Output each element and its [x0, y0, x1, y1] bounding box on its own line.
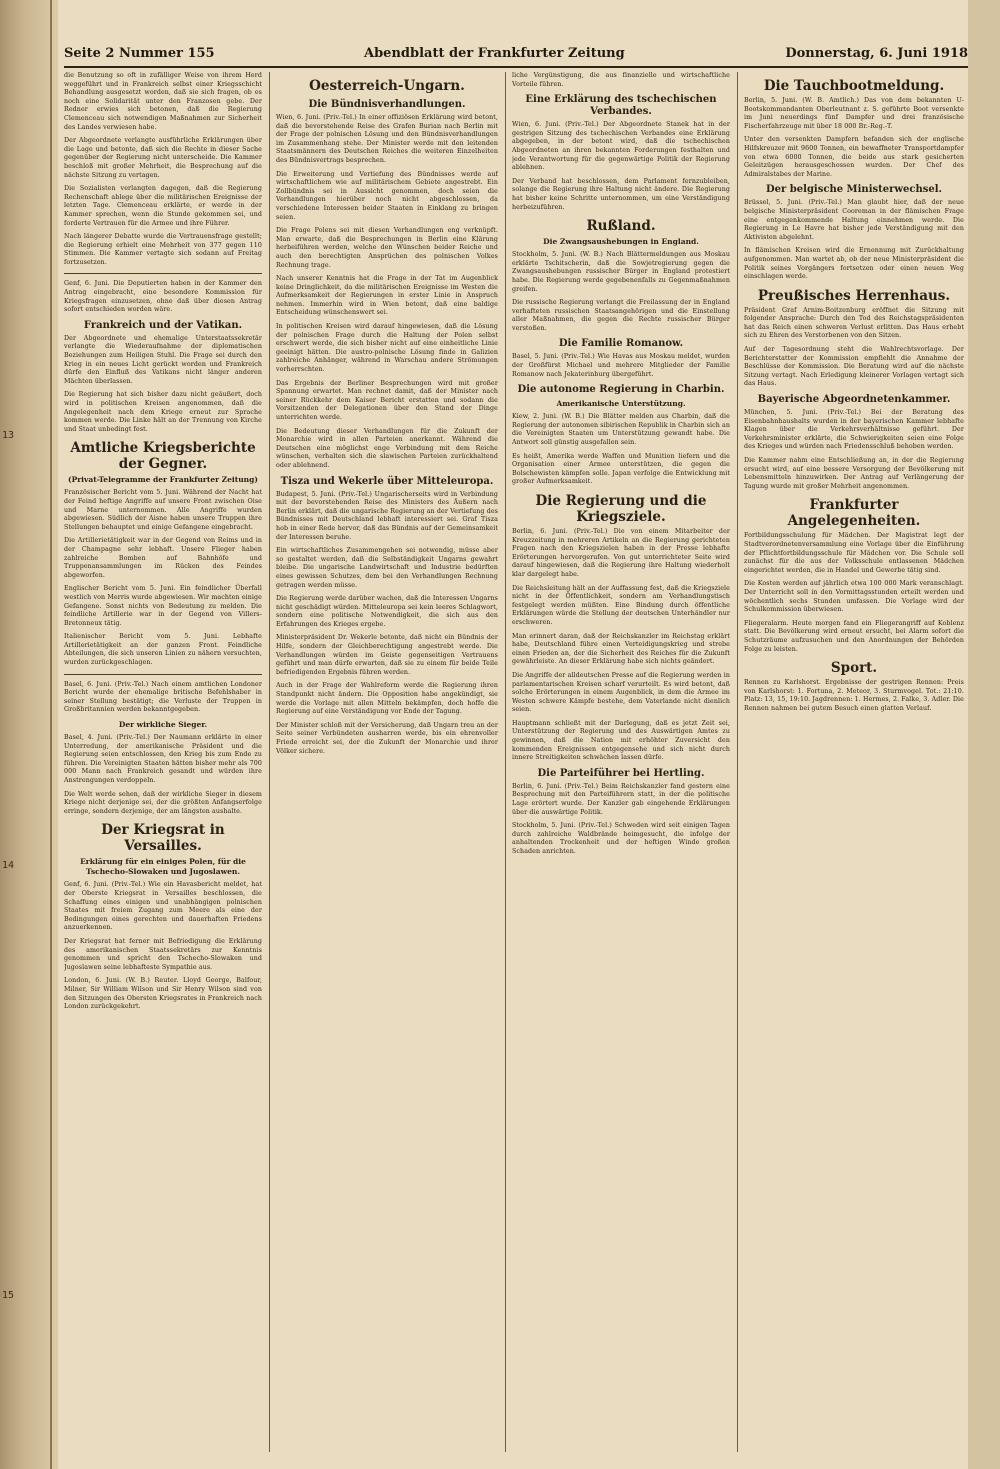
column-rule: [269, 72, 270, 1452]
article-paragraph: Nach unserer Kenntnis hat die Frage in der Tat im Augenblick keine Dringlichkeit, da die militärischen Ereignisse im Westen die Aufmerksamkeit der Regierungen in erster Linie in Anspruch nehmen. Immerhin wird in Wien betont, daß eine baldige Entscheidung wünschenswert sei.: [276, 275, 498, 317]
article-paragraph: Basel, 5. Juni. (Priv.-Tel.) Wie Havas aus Moskau meldet, wurden der Großfürst Michael und mehrere Mitglieder der Familie Romanow nach Jekaterinburg übergeführt.: [512, 353, 730, 378]
article-headline: Preußisches Herrenhaus.: [757, 287, 951, 304]
article-paragraph: Berlin, 5. Juni. (W. B. Amtlich.) Das von dem bekannten U-Bootskommandanten Oberleutnant z. S. geführte Boot versenkte im Juni neuerdings fünf Dampfer und drei französische Fischerfahrzeuge mit über 18 000 Br.-Reg.-T.: [744, 97, 964, 130]
article-paragraph: Stockholm, 5. Juni. (W. B.) Nach Blättermeldungen aus Moskau erklärte Tschitscherin, daß die Sowjetregierung gegen die Zwangsaushebungen russischer Bürger in England protestiert habe. Die Regierung werde gegebenenfalls zu Gegenmaßnahmen greifen.: [512, 251, 730, 293]
article-paragraph: Genf, 6. Juni. (Priv.-Tel.) Wie ein Havasbericht meldet, hat der Oberste Kriegsrat in Versailles beschlossen, die Schaffung eines einigen und unabhängigen polnischen Staates mit freiem Zugang zum Meere als eine der Bedingungen eines gerechten und dauerhaften Friedens anzuerkennen.: [64, 881, 262, 932]
column-2: [276, 72, 498, 1452]
masthead: [64, 44, 968, 68]
article-paragraph: Basel, 4. Juni. (Priv.-Tel.) Der Naumann erklärte in einer Unterredung, der amerikanische Präsident und die Regierung seien entschlossen, den Krieg bis zum Ende zu führen. Die Vereinigten Staaten hätten bisher mehr als 700 000 Mann nach Frankreich gesandt und würden ihre Anstrengungen verdoppeln.: [64, 734, 262, 784]
article-paragraph: Der Abgeordnete und ehemalige Unterstaatssekretär verlangte die Wiederaufnahme der diplomatischen Beziehungen zum Heiligen Stuhl. Die Frage sei durch den Krieg in ein neues Licht gerückt worden und Frankreich dürfe den Einfluß des Vatikans nicht länger anderen Mächten überlassen.: [64, 334, 262, 385]
article-headline: Die Regierung und die Kriegsziele.: [535, 493, 707, 525]
article-paragraph: Berlin, 6. Juni. (Priv.-Tel.) Die von einem Mitarbeiter der Kreuzzeitung in mehreren Artikeln an die Regierung gerichteten Fragen nach den Kriegszielen haben in der Presse lebhafte Erörterungen hervorgerufen. Von gut unterrichteter Seite wird darauf hingewiesen, daß die Regierung ihre Haltung wiederholt klar dargelegt habe.: [512, 528, 730, 578]
article-paragraph: Unter den versenkten Dampfern befanden sich der englische Hilfskreuzer mit 9600 Tonnen, ein bewaffneter Transportdampfer von etwa 6000 Tonnen, die beide aus stark gesicherten Geleitzügen herausgeschossen wurden. Der Chef des Admiralstabes der Marine.: [744, 136, 964, 178]
article-headline: Der Kriegsrat in Versailles.: [101, 822, 225, 855]
newspaper-title: Abendblatt der Frankfurter Zeitung: [364, 46, 625, 61]
article-headline: Die Familie Romanow.: [558, 338, 684, 350]
article-headline: Amerikanische Unterstützung.: [556, 399, 686, 409]
article-paragraph: Der Abgeordnete verlangte ausführliche Erklärungen über die Lage und betonte, daß sich die Rechte in dieser Sache gegenüber der Regierung nicht unterscheide. Die Kammer beschloß mit großer Mehrheit, die Besprechung auf die nächste Sitzung zu vertagen.: [64, 137, 262, 179]
article-paragraph: Die Regierung hat sich bisher dazu nicht geäußert, doch wird in politischen Kreisen angenommen, daß die Angelegenheit nach dem Kriege erneut zur Sprache kommen werde. Die Linke hält an der Trennung von Kirche und Staat unbedingt fest.: [64, 391, 262, 433]
article-headline: Die Tauchbootmeldung.: [763, 78, 945, 94]
article-headline: Tisza und Wekerle über Mitteleuropa.: [280, 475, 494, 487]
article-paragraph: Rennen zu Karlshorst. Ergebnisse der gestrigen Rennen: Preis von Karlshorst: 1. Fortuna, 2. Meteor, 3. Sturmvogel. Tot.: 21:10. Platz: 13, 15, 19:10. Jagdrennen: 1. Hermes, 2. Falke, 3. Adler. Die Rennen nahmen bei gutem Besuch einen glatten Verlauf.: [744, 679, 964, 712]
article-paragraph: Der Verband hat beschlossen, dem Parlament fernzubleiben, solange die Regierung ihre Haltung nicht ändere. Die Regierung hat bisher keine Schritte unternommen, um eine Verständigung herbeizuführen.: [512, 177, 730, 211]
adjacent-page-edge: [968, 0, 1000, 1469]
article-paragraph: Berlin, 6. Juni. (Priv.-Tel.) Beim Reichskanzler fand gestern eine Besprechung mit den Parteiführern statt, in der die politische Lage erörtert wurde. Der Kanzler gab eingehende Erklärungen über die auswärtige Politik.: [512, 782, 730, 816]
article-paragraph: London, 6. Juni. (W. B.) Reuter. Lloyd George, Balfour, Milner, Sir William Wilson und Sir Henry Wilson sind von den Sitzungen des Obersten Kriegsrates in Frankreich nach London zurückgekehrt.: [64, 977, 262, 1011]
binding-gutter: [0, 0, 58, 1469]
gutter-number: 13: [2, 430, 15, 441]
article-headline: Erklärung für ein einiges Polen, für die Tschecho-Slowaken und Jugoslawen.: [80, 857, 246, 877]
article-headline: Oesterreich-Ungarn.: [309, 78, 465, 94]
article-paragraph: In politischen Kreisen wird darauf hingewiesen, daß die Lösung der polnischen Frage durch die Haltung der Polen selbst erschwert werde, die sich bisher nicht auf eine einheitliche Linie geeinigt hätten. Die austro-polnische Lösung finde in Galizien zahlreiche Anhänger, während in Warschau andere Strömungen vorherrschten.: [276, 323, 498, 374]
article-paragraph: Basel, 6. Juni. (Priv.-Tel.) Nach einem amtlichen Londoner Bericht wurde der ehemalige britische Befehlshaber in seiner Stellung bestätigt; die Verluste der Truppen in Großbritannien werden bekanntgegeben.: [64, 680, 262, 714]
article-paragraph: Hauptmann schließt mit der Darlegung, daß es jetzt Zeit sei, Unterstützung der Regierung und des Auswärtigen Amtes zu gewinnen, daß die Nation mit erhöhter Zuversicht den kommenden Ereignissen entgegensehe und sich nicht durch innere Streitigkeiten schwächen lassen dürfe.: [512, 719, 730, 762]
article-paragraph: Die Erweiterung und Vertiefung des Bündnisses werde auf wirtschaftlichem wie auf militärischem Gebiete angestrebt. Ein Zollbündnis sei in Aussicht genommen, doch seien die Verhandlungen hierüber noch nicht abgeschlossen, da verschiedene Interessen beider Staaten in Einklang zu bringen seien.: [276, 170, 498, 221]
article-paragraph: Budapest, 5. Juni. (Priv.-Tel.) Ungarischerseits wird in Verbindung mit der bevorstehenden Reise des Ministers des Äußern nach Berlin erklärt, daß die ungarische Regierung an der Vertiefung des Bündnisses mit Deutschland lebhaft interessiert sei. Graf Tisza hob in einer Rede hervor, daß das Bündnis auf der Gemeinsamkeit der Interessen beruhe.: [276, 490, 498, 541]
article-paragraph: Auch in der Frage der Wahlreform werde die Regierung ihren Standpunkt nicht ändern. Die Opposition habe angekündigt, sie werde die Vorlage mit allen Mitteln bekämpfen, doch hoffe die Regierung auf eine Verständigung vor Ende der Tagung.: [276, 682, 498, 716]
article-paragraph: Italienischer Bericht vom 5. Juni. Lebhafte Artillerietätigkeit an der ganzen Front. Feindliche Abteilungen, die sich unseren Linien zu nähern versuchten, wurden zurückgeschlagen.: [64, 633, 262, 667]
column-4: [744, 72, 964, 1452]
column-3: [512, 72, 730, 1452]
article-headline: Die Bündnisverhandlungen.: [308, 99, 466, 110]
article-paragraph: Es heißt, Amerika werde Waffen und Munition liefern und die Organisation einer Armee unterstützen, die gegen die Bolschewisten kämpfen solle. Japan verfolge die Entwicklung mit großer Aufmerksamkeit.: [512, 452, 730, 486]
article-paragraph: Nach längerer Debatte wurde die Vertrauensfrage gestellt; die Regierung erhielt eine Mehrheit von 377 gegen 110 Stimmen. Die Kammer vertagte sich sodann auf Freitag fortzusetzen.: [64, 233, 262, 266]
article-paragraph: Der Minister schloß mit der Versicherung, daß Ungarn treu an der Seite seiner Verbündeten ausharren werde, bis ein ehrenvoller Friede erreicht sei, der die Zukunft der Monarchie und ihrer Völker sichere.: [276, 721, 498, 755]
article-headline: Amtliche Kriegsberichte der Gegner.: [70, 440, 256, 473]
page-number: Seite 2 Nummer 155: [64, 46, 215, 61]
article-headline: Der belgische Ministerwechsel.: [766, 184, 942, 196]
article-paragraph: Die Sozialisten verlangten dagegen, daß die Regierung Rechenschaft ablege über die militärischen Ereignisse der letzten Tage. Clemenceau erklärte, er werde in der Kammer sprechen, wenn die Stunde gekommen sei, und forderte Vertrauen für die Armee und ihre Führer.: [64, 185, 262, 227]
article-paragraph: Die Angriffe der alldeutschen Presse auf die Regierung werden in parlamentarischen Kreisen scharf verurteilt. Es wird betont, daß solche Erörterungen in einem Augenblick, in dem die Armee im Westen schwere Kämpfe bestehe, dem Vaterlande nicht dienlich seien.: [512, 671, 730, 714]
article-paragraph: Genf, 6. Juni. Die Deputierten haben in der Kammer den Antrag eingebracht, eine besondere Kommission für Kriegsfragen einzusetzen, ohne daß über diesen Antrag sofort entschieden worden wäre.: [64, 280, 262, 314]
article-paragraph: Kiew, 2. Juni. (W. B.) Die Blätter melden aus Charbin, daß die Regierung der autonomen sibirischen Republik in Charbin sich an die Vereinigten Staaten um Unterstützung gewandt habe. Die Antwort soll günstig ausgefallen sein.: [512, 413, 730, 447]
article-headline: Eine Erklärung des tschechischen Verbandes.: [525, 94, 717, 118]
separator-rule: [64, 273, 262, 274]
article-paragraph: liche Vergünstigung, die aus finanzielle und wirtschaftliche Vorteile führen.: [512, 72, 730, 88]
article-paragraph: Die Reichsleitung hält an der Auffassung fest, daß die Kriegsziele nicht in der Öffentlichkeit, sondern am Verhandlungstisch festgelegt werden müßten. Eine Bindung durch öffentliche Erklärungen würde die Stellung der deutschen Unterhändler nur erschweren.: [512, 584, 730, 626]
article-paragraph: Ein wirtschaftliches Zusammengehen sei notwendig, müsse aber so gestaltet werden, daß die Selbständigkeit Ungarns gewahrt bleibe. Die ungarische Landwirtschaft und Industrie bedürften eines gewissen Schutzes, dem bei den Verhandlungen Rechnung getragen werden müsse.: [276, 547, 498, 589]
article-paragraph: Ministerpräsident Dr. Wekerle betonte, daß nicht ein Bündnis der Hilfe, sondern der Gleichberechtigung angestrebt werde. Die Verhandlungen würden im Geiste gegenseitigen Vertrauens geführt und man dürfe erwarten, daß sie zu einem für beide Teile befriedigenden Ergebnis führen werden.: [276, 634, 498, 676]
article-paragraph: Französischer Bericht vom 5. Juni. Während der Nacht hat der Feind heftige Angriffe auf unsere Front zwischen Oise und Marne unternommen. Alle Angriffe wurden abgewiesen. Südlich der Aisne haben unsere Truppen ihre Stellungen behauptet und einige Gefangene eingebracht.: [64, 489, 262, 531]
article-paragraph: Die Welt werde sehen, daß der wirkliche Sieger in diesem Kriege nicht derjenige sei, der die größten Anfangserfolge erringe, sondern derjenige, der am längsten aushalte.: [64, 790, 262, 815]
article-headline: Bayerische Abgeordnetenkammer.: [757, 394, 951, 406]
gutter-number: 14: [2, 860, 15, 871]
article-headline: Die Parteiführer bei Hertling.: [537, 767, 705, 779]
article-paragraph: Präsident Graf Arnim-Boitzenburg eröffnet die Sitzung mit folgender Ansprache: Durch den Tod des Reichstagspräsidenten hat das Reich einen schweren Verlust erlitten. Das Haus erhebt sich zu Ehren des Verstorbenen von den Sitzen.: [744, 306, 964, 340]
article-paragraph: Brüssel, 5. Juni. (Priv.-Tel.) Man glaubt hier, daß der neue belgische Ministerpräsident Cooreman in der flämischen Frage eine entgegenkommende Haltung einnehmen werde. Die Regierung in Le Havre hat bisher jede Verständigung mit den Aktivisten abgelehnt.: [744, 199, 964, 241]
column-rule: [737, 72, 738, 1452]
article-headline: Rußland.: [586, 218, 656, 235]
column-1: [64, 72, 262, 1452]
article-headline: Die Zwangsaushebungen in England.: [543, 237, 699, 247]
article-paragraph: Man erinnert daran, daß der Reichskanzler im Reichstag erklärt habe, Deutschland führe einen Verteidigungskrieg und strebe einen Frieden an, der die Sicherheit des Reiches für die Zukunft gewährleiste. An dieser Erklärung habe sich nichts geändert.: [512, 632, 730, 666]
article-headline: Sport.: [830, 660, 878, 677]
gutter-line: [50, 0, 52, 1469]
issue-date: Donnerstag, 6. Juni 1918: [785, 46, 968, 61]
article-paragraph: die Benutzung so oft in zufälliger Weise von ihrem Herd weggeführt und in Frankreich selbst einer Kriegsschicht Behandlung ausgesetzt worden, daß sie sich fragen, ob es noch eine Solidarität unter den Franzosen gebe. Der Redner erwies sich betonen, daß die Regierung Clemenceau sich notwendigen Maßnahmen zur Sicherheit des Landes verwiesen habe.: [64, 72, 262, 131]
article-paragraph: Das Ergebnis der Berliner Besprechungen wird mit großer Spannung erwartet. Man rechnet damit, daß der Minister nach seiner Rückkehr dem Kaiser Bericht erstatten und sodann die Vorsitzenden der Delegationen über den Stand der Dinge unterrichten werde.: [276, 379, 498, 421]
article-paragraph: Die Regierung werde darüber wachen, daß die Interessen Ungarns nicht geschädigt würden. Mitteleuropa sei kein leeres Schlagwort, sondern eine politische Notwendigkeit, die sich aus den Erfahrungen des Krieges ergebe.: [276, 595, 498, 628]
article-paragraph: In flämischen Kreisen wird die Ernennung mit Zurückhaltung aufgenommen. Man wartet ab, ob der neue Ministerpräsident die Politik seines Vorgängers fortsetzen oder einen neuen Weg einschlagen werde.: [744, 247, 964, 281]
column-rule: [505, 72, 506, 1452]
article-paragraph: Die Kammer nahm eine Entschließung an, in der die Regierung ersucht wird, auf eine bessere Versorgung der Bevölkerung mit Lebensmitteln hinzuwirken. Der Antrag auf Verlängerung der Tagung wurde mit großer Mehrheit angenommen.: [744, 457, 964, 490]
article-paragraph: München, 5. Juni. (Priv.-Tel.) Bei der Beratung des Eisenbahnhaushalts wurden in der bayerischen Kammer lebhafte Klagen über die Verkehrsverhältnisse geführt. Der Verkehrsminister erklärte, die Schwierigkeiten seien eine Folge des Krieges und würden nach Friedensschluß behoben werden.: [744, 409, 964, 451]
article-paragraph: Englischer Bericht vom 5. Juni. Ein feindlicher Überfall westlich von Merris wurde abgewiesen. Wir machten einige Gefangene. Sonst nichts von Bedeutung zu melden. Die feindliche Artillerie war in der Gegend von Villers-Bretonneux tätig.: [64, 585, 262, 627]
article-headline: Frankfurter Angelegenheiten.: [787, 497, 921, 530]
article-paragraph: Wien, 6. Juni. (Priv.-Tel.) In einer offiziösen Erklärung wird betont, daß die bevorstehende Reise des Grafen Burian nach Berlin mit der Frage der polnischen Lösung und den Bündnisverhandlungen im Zusammenhang stehe. Der Minister werde mit den leitenden Staatsmännern des Deutschen Reiches die weiteren Einzelheiten des Bündnisvertrags besprechen.: [276, 114, 498, 164]
separator-rule: [64, 674, 262, 675]
article-headline: Die autonome Regierung in Charbin.: [517, 384, 725, 396]
article-paragraph: Die Frage Polens sei mit diesen Verhandlungen eng verknüpft. Man erwarte, daß die Besprechungen in Berlin eine Klärung herbeiführen werden, welche den Wünschen beider Reiche und auch den berechtigten Ansprüchen des polnischen Volkes Rechnung trage.: [276, 227, 498, 269]
article-headline: (Privat-Telegramme der Frankfurter Zeitung): [68, 475, 258, 485]
article-headline: Frankreich und der Vatikan.: [83, 319, 243, 331]
gutter-number: 15: [2, 1290, 15, 1301]
article-paragraph: Wien, 6. Juni. (Priv.-Tel.) Der Abgeordnete Stanek hat in der gestrigen Sitzung des tschechischen Verbandes eine Erklärung abgegeben, in der betont wird, daß die tschechischen Abgeordneten an ihren bekannten Forderungen festhalten und jede Verantwortung für die gegenwärtige Politik der Regierung ablehnen.: [512, 121, 730, 172]
article-paragraph: Fliegeralarm. Heute morgen fand ein Fliegerangriff auf Koblenz statt. Die Bevölkerung wird erneut ersucht, bei Alarm sofort die Schutzräume aufzusuchen und den Anordnungen der Behörden Folge zu leisten.: [744, 619, 964, 653]
article-paragraph: Stockholm, 5. Juni. (Priv.-Tel.) Schweden wird seit einigen Tagen durch zahlreiche Waldbrände heimgesucht, die infolge der anhaltenden Trockenheit und der heftigen Winde großen Schaden anrichten.: [512, 822, 730, 855]
article-paragraph: Die russische Regierung verlangt die Freilassung der in England verhafteten russischen Staatsangehörigen und die Einstellung aller Maßnahmen, die gegen die Rechte russischer Bürger verstoßen.: [512, 299, 730, 332]
article-paragraph: Fortbildungsschulung für Mädchen. Der Magistrat legt der Stadtverordnetenversammlung eine Vorlage über die Einführung der Pflichtfortbildungsschule für Mädchen vor. Die Schule soll zunächst für die aus der Volksschule entlassenen Mädchen eingerichtet werden, die in Handel und Gewerbe tätig sind.: [744, 532, 964, 574]
article-paragraph: Die Artillerietätigkeit war in der Gegend von Reims und in der Champagne sehr lebhaft. Unsere Flieger haben zahlreiche Bomben auf Bahnhöfe und Truppenansammlungen im Rücken des Feindes abgeworfen.: [64, 537, 262, 579]
article-paragraph: Der Kriegsrat hat ferner mit Befriedigung die Erklärung des amerikanischen Staatssekretärs zur Kenntnis genommen und spricht den Tschecho-Slowaken und Jugoslawen seine lebhafteste Sympathie aus.: [64, 937, 262, 971]
article-paragraph: Die Bedeutung dieser Verhandlungen für die Zukunft der Monarchie wird in allen Parteien anerkannt. Während die Deutschen eine möglichst enge Verbindung mit dem Reiche wünschen, verhalten sich die slawischen Parteien zurückhaltend oder ablehnend.: [276, 427, 498, 469]
article-headline: Der wirkliche Sieger.: [118, 720, 208, 730]
article-paragraph: Auf der Tagesordnung steht die Wahlrechtsvorlage. Der Berichterstatter der Kommission empfiehlt die Annahme der Beschlüsse der Kommission. Die Beratung wird auf die nächste Sitzung vertagt. Nach Erledigung kleinerer Vorlagen vertagt sich das Haus.: [744, 346, 964, 388]
article-paragraph: Die Kosten werden auf jährlich etwa 100 000 Mark veranschlagt. Der Unterricht soll in den Vormittagsstunden erteilt werden und wöchentlich sechs Stunden umfassen. Die Vorlage wird der Schulkommission überwiesen.: [744, 580, 964, 614]
